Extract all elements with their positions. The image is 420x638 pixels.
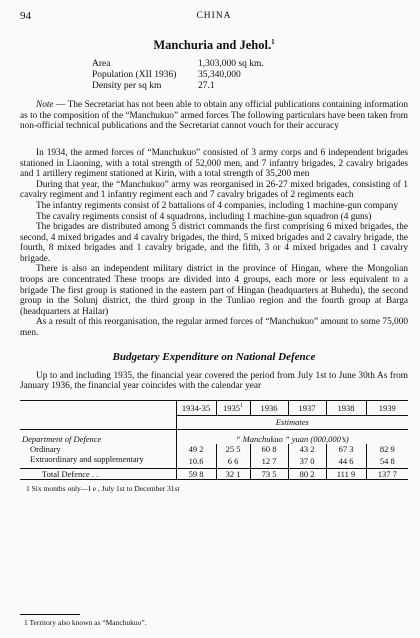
- page-footnote: 1 Territory also known as “Manchukuo”.: [24, 618, 147, 627]
- year-header: [216, 400, 250, 415]
- section-title: [20, 38, 408, 53]
- total-cell: 59 8: [176, 468, 216, 479]
- body-paragraph: The infantry regiments consist of 2 battalions of 4 companies, including 1 machine-gun company: [36, 200, 398, 211]
- table-cell: 49 2: [176, 444, 216, 454]
- running-title: CHINA: [196, 11, 232, 21]
- dept-unit-row: [20, 429, 408, 444]
- budget-table: [20, 400, 408, 480]
- body-paragraph: In 1934, the armed forces of “Manchukuo” consisted of 3 army corps and 6 independent brigades stationed in Liaoning, with a total strength of 52,000 men, and 7 infantry brigades, 2 cavalry brigades and 1 artillery regiment stationed at Kirin, with a total strength of 35,200 men: [20, 147, 408, 180]
- year-header: 1938: [326, 400, 366, 415]
- estimates-label: Estimates: [176, 415, 408, 429]
- table-cell: 37 0: [288, 454, 326, 469]
- table-row: [20, 454, 408, 469]
- subheading: Budgetary Expenditure on National Defence: [112, 350, 316, 363]
- footnote-rule: [20, 614, 80, 615]
- note-label: Note: [36, 100, 54, 111]
- dept-label: Department of Defence: [22, 433, 102, 444]
- year-header: 1934-35: [176, 400, 216, 415]
- table-cell: 43 2: [288, 444, 326, 454]
- body-paragraph: There is also an independent military district in the province of Hingan, where the Mongolian troops are concentrated These troops are divided into 4 groups, each more or less equivalent to a brigade The first group is stationed in the eastern part of Hingan (headquarters at Buhedu), the second group in the Solunj district, the third group in the Tunliao region and the fourth group at Barga (headquarters at Hailar): [20, 264, 408, 317]
- year-header: 1936: [250, 400, 288, 415]
- year-header: 1939: [366, 400, 408, 415]
- year-footnote-mark: 1: [240, 402, 243, 409]
- running-header: [20, 10, 408, 24]
- page: [20, 10, 408, 493]
- table-footnote: 1 Six months only—I e , July 1st to December 31st: [26, 483, 180, 493]
- table-cell: 60 8: [250, 444, 288, 454]
- stat-density: [92, 81, 408, 92]
- table-cell: 12 7: [250, 454, 288, 469]
- total-cell: 73 5: [250, 468, 288, 479]
- body-paragraph: During that year, the “Manchukuo” army was reorganised in 26-27 mixed brigades, consisting of 1 cavalry regiment and 1 infantry regiment each and 7 cavalry brigades of 2 regiments each: [20, 179, 408, 201]
- stat-label: Population (XII 1936): [92, 70, 177, 81]
- total-cell: 111 9: [326, 468, 366, 479]
- stat-value: 35,340,000: [198, 70, 241, 81]
- row-label: Ordinary: [30, 443, 61, 454]
- page-number: 94: [20, 10, 31, 22]
- stat-value: 1,303,000 sq km.: [198, 59, 264, 70]
- year-header-row: [20, 400, 408, 415]
- estimates-row: [20, 415, 408, 429]
- body-paragraph: The cavalry regiments consist of 4 squadrons, including 1 machine-gun squadron (4 guns): [36, 211, 372, 222]
- table-cell: 6 6: [216, 454, 250, 469]
- stat-label: Density per sq km: [92, 81, 162, 92]
- table-cell: 54 8: [366, 454, 408, 469]
- table-cell: 25 5: [216, 444, 250, 454]
- unit-label: “ Manchukuo ” yuan (000,000’s): [176, 429, 408, 444]
- stat-label: Area: [92, 59, 111, 70]
- note-paragraph: [20, 100, 408, 132]
- stat-value: 27.1: [198, 81, 215, 92]
- table-cell: 10.6: [176, 454, 216, 469]
- total-row: [20, 468, 408, 479]
- section-title-text: Manchuria and Jehol.: [153, 38, 272, 53]
- total-cell: 80 2: [288, 468, 326, 479]
- title-footnote-mark: 1: [271, 38, 275, 46]
- table-cell: 67 3: [326, 444, 366, 454]
- stat-area: [92, 59, 408, 70]
- total-cell: 137 7: [366, 468, 408, 479]
- year-header: 1937: [288, 400, 326, 415]
- year-label: 1935: [223, 402, 240, 413]
- table-row: [20, 444, 408, 454]
- body-paragraph: The brigades are distributed among 5 district commands the first comprising 6 mixed brigades, the second, 4 mixed brigades and 4 cavalry brigades, the third, 5 mixed brigades and 2 cavalry brigade, the fourth, 8 mixed brigades and 1 cavalry brigade, and the fifth, 3 or 4 mixed brigades and 1 cavalry brigade.: [20, 222, 408, 264]
- body-paragraph: As a result of this reorganisation, the regular armed forces of “Manchukuo” amount to some 75,000 men.: [20, 317, 408, 339]
- stats-block: [92, 59, 408, 92]
- budget-intro: Up to and including 1935, the financial year covered the period from July 1st to June 30th As from January 1936, the financial year coincides with the calendar year: [20, 370, 408, 392]
- table-cell: 44 6: [326, 454, 366, 469]
- total-cell: 32 1: [216, 468, 250, 479]
- stat-population: [92, 70, 408, 81]
- total-label: Total Defence . .: [20, 468, 176, 479]
- table-cell: 82 9: [366, 444, 408, 454]
- note-text: — The Secretariat has not been able to obtain any official publications containing information as to the composition of the “Manchukuo” armed forces The following particulars have been taken from non-official technical publications and the Secretariat cannot vouch for their accuracy: [20, 100, 408, 132]
- row-label: Extraordinary and supplementary: [30, 453, 144, 464]
